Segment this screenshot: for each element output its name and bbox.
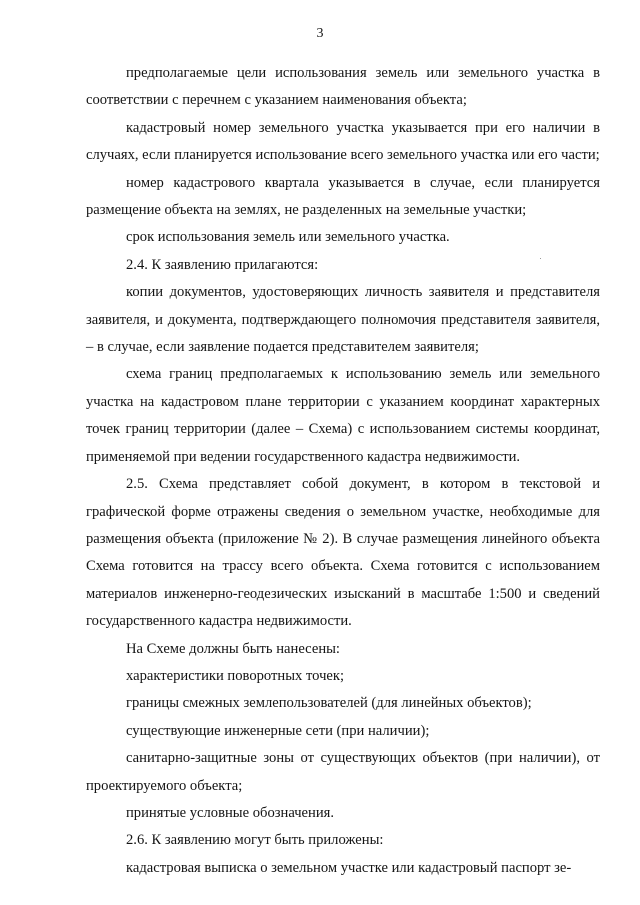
paragraph-turning-points: характеристики поворотных точек; [126, 667, 345, 684]
paragraph-2-4-heading: 2.4. К заявлению прилагаются: [126, 256, 319, 273]
paragraph-2-6-heading: 2.6. К заявлению могут быть приложены: [126, 832, 384, 849]
paragraph-engineering-networks: существующие инженерные сети (при наличии); [126, 722, 430, 739]
scan-speck [540, 258, 541, 259]
paragraph-cadastral-extract: кадастровая выписка о земельном участке или кадастровый паспорт зе- [126, 859, 572, 876]
document-body [86, 60, 600, 882]
paragraph-2-5-scheme: 2.5. Схема представляет собой документ, в котором в текстовой и графической форме отражены сведения о земельном участке, необходимые для размещения объекта (приложение № 2). В случае размещения линейного объекта Схема готовится на трассу всего объекта. Схема готовится с использованием материалов инженерно-геодезических изысканий в масштабе 1:500 и сведений государственного кадастра недвижимости. [86, 476, 600, 630]
paragraph-document-copies: копии документов, удостоверяющих личность заявителя и представителя заявителя, и документа, подтверждающего полномочия представителя заявителя, – в случае, если заявление подается представителем заявителя; [86, 284, 600, 356]
page-number: 3 [316, 26, 324, 41]
paragraph-boundary-scheme: схема границ предполагаемых к использованию земель или земельного участка на кадастровом плане территории с указанием координат характерных точек границ территории (далее – Схема) с использованием системы координат, применяемой при ведении государственного кадастра недвижимости. [86, 366, 600, 465]
paragraph-legend: принятые условные обозначения. [126, 804, 335, 821]
paragraph-adjacent-users: границы смежных землепользователей (для линейных объектов); [126, 695, 532, 712]
paragraph-purpose: предполагаемые цели использования земель или земельного участка в соответствии с перечнем с указанием наименования объекта; [86, 65, 600, 109]
paragraph-scheme-contents-heading: На Схеме должны быть нанесены: [126, 640, 340, 657]
paragraph-cadastral-quarter: номер кадастрового квартала указывается в случае, если планируется размещение объекта на землях, не разделенных на земельные участки; [86, 174, 600, 219]
paragraph-sanitary-zones: санитарно-защитные зоны от существующих объектов (при наличии), от проектируемого объекта; [86, 750, 600, 794]
paragraph-term: срок использования земель или земельного участка. [126, 229, 450, 246]
paragraph-cadastral-number: кадастровый номер земельного участка указывается при его наличии в случаях, если планируется использование всего земельного участка или его части; [86, 119, 600, 164]
